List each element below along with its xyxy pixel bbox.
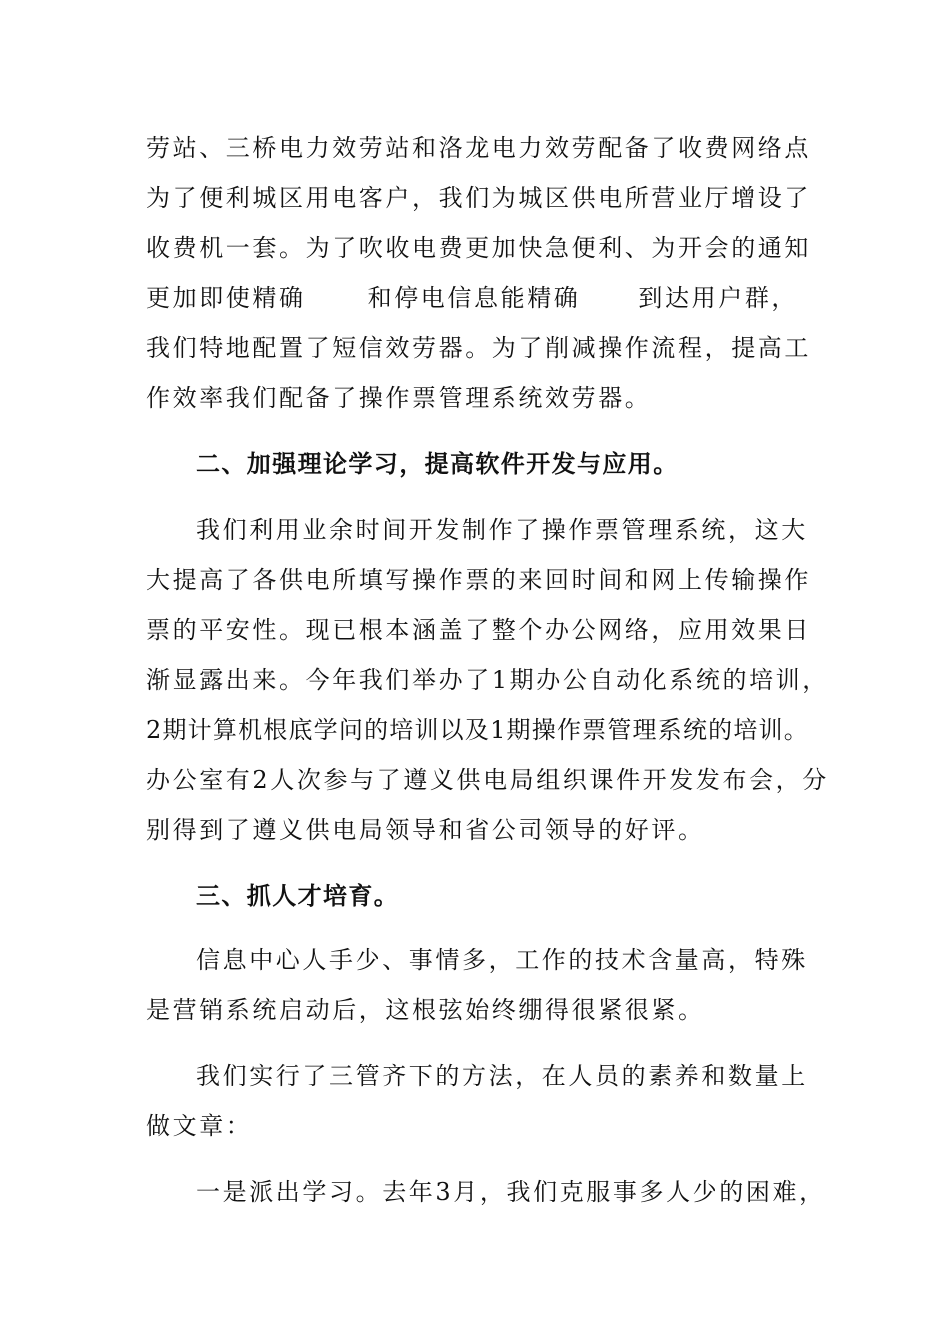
text-line: 为了便利城区用电客户，我们为城区供电所营业厅增设了: [146, 184, 811, 212]
text-line: 渐显露出来。今年我们举办了1期办公自动化系统的培训，: [146, 666, 829, 694]
text-line: 大提高了各供电所填写操作票的来回时间和网上传输操作: [146, 566, 811, 594]
text-segment: 到达用户群，: [638, 284, 799, 312]
section-heading-2: 二、加强理论学习，提高软件开发与应用。: [196, 450, 679, 478]
text-line: 票的平安性。现已根本涵盖了整个办公网络，应用效果日: [146, 616, 811, 644]
text-line: 劳站、三桥电力效劳站和洛龙电力效劳配备了收费网络点: [146, 134, 811, 162]
text-line: 办公室有2人次参与了遵义供电局组织课件开发发布会，分: [146, 766, 829, 794]
text-segment: 和停电信息能精确: [367, 284, 581, 312]
text-line: 信息中心人手少、事情多，工作的技术含量高，特殊: [196, 946, 808, 974]
text-line: 做文章：: [146, 1112, 253, 1140]
text-line: 收费机一套。为了吹收电费更加快急便利、为开会的通知: [146, 234, 811, 262]
text-line: 我们特地配置了短信效劳器。为了削减操作流程，提高工: [146, 334, 811, 362]
text-segment: 更加即使精确: [146, 284, 306, 312]
text-line: 一是派出学习。去年3月，我们克服事多人少的困难，: [196, 1178, 826, 1206]
text-line: 作效率我们配备了操作票管理系统效劳器。: [146, 384, 652, 412]
text-line: 是营销系统启动后，这根弦始终绷得很紧很紧。: [146, 996, 705, 1024]
section-heading-3: 三、抓人才培育。: [196, 882, 400, 910]
text-line: 2期计算机根底学问的培训以及1期操作票管理系统的培训。: [146, 716, 809, 744]
text-line: 我们实行了三管齐下的方法，在人员的素养和数量上: [196, 1062, 808, 1090]
text-line: 别得到了遵义供电局领导和省公司领导的好评。: [146, 816, 705, 844]
text-line-with-gaps: [146, 283, 798, 313]
text-line: 我们利用业余时间开发制作了操作票管理系统，这大: [196, 516, 808, 544]
